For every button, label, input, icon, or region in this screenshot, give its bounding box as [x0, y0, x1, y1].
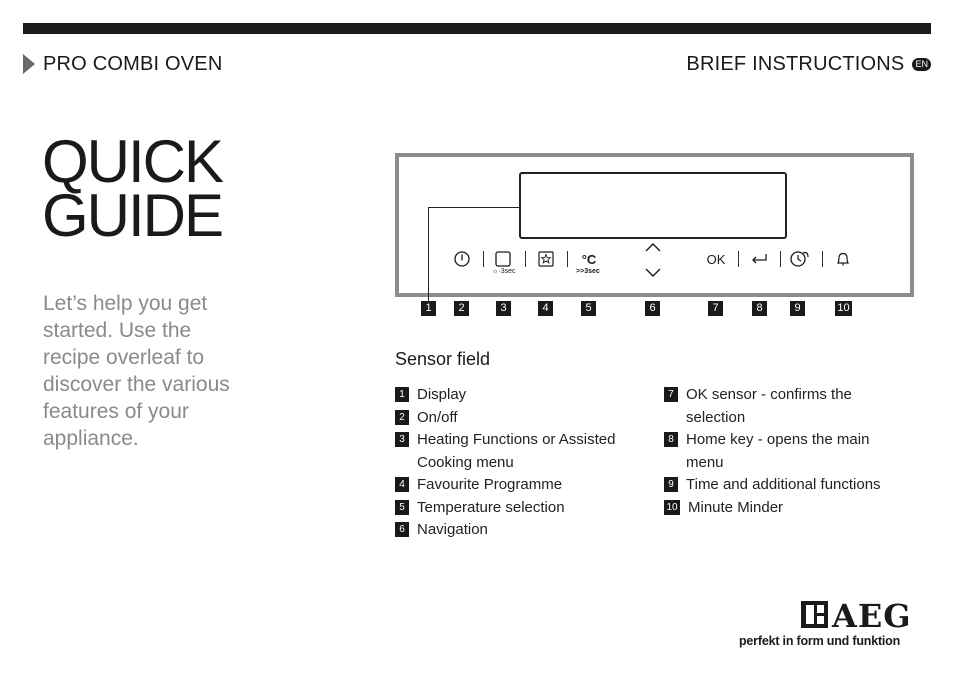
- legend-column-right: [664, 384, 909, 519]
- callout-5: 5: [581, 301, 596, 316]
- legend-item: [395, 429, 650, 474]
- intro-text: Let’s help you get started. Use the recipe overleaf to discover the various features of your appliance.: [43, 292, 230, 450]
- legend-item: [395, 519, 650, 542]
- document-type: BRIEF INSTRUCTIONS: [686, 52, 905, 75]
- bell-icon: [830, 247, 856, 271]
- legend-number: 5: [395, 500, 409, 515]
- return-arrow-icon: [746, 247, 772, 271]
- legend-text: Heating Functions or Assisted Cooking menu: [417, 431, 616, 471]
- callout-1: 1: [421, 301, 436, 316]
- temperature-icon: °C: [581, 251, 597, 267]
- sensor-5-hold-hint: >>3sec: [576, 268, 600, 275]
- callout-9: 9: [790, 301, 805, 316]
- legend-text: On/off: [417, 408, 458, 426]
- legend-item: [664, 384, 909, 429]
- legend-number: 9: [664, 477, 678, 492]
- product-name: PRO COMBI OVEN: [43, 52, 223, 75]
- star-icon: [533, 247, 559, 271]
- top-bar: [23, 23, 931, 34]
- legend-number: 4: [395, 477, 409, 492]
- logo-wordmark: AEG: [832, 600, 912, 635]
- legend-item: [395, 384, 650, 407]
- legend-number: 7: [664, 387, 678, 402]
- title-line-2: GUIDE: [42, 182, 223, 249]
- page-title: [42, 128, 223, 249]
- brand-tagline: perfekt in form und funktion: [739, 634, 901, 648]
- display-leader-line: [428, 207, 519, 208]
- callout-3: 3: [496, 301, 511, 316]
- legend-number: 3: [395, 432, 409, 447]
- clock-icon: [787, 247, 813, 271]
- legend-column-left: [395, 384, 650, 542]
- legend-number: 8: [664, 432, 678, 447]
- separator: [525, 251, 526, 267]
- chevron-up-down-icon: [640, 238, 666, 282]
- legend-text: Time and additional functions: [686, 476, 881, 493]
- callout-6: 6: [645, 301, 660, 316]
- legend-item: [664, 429, 909, 474]
- legend-number: 2: [395, 410, 409, 425]
- separator: [780, 251, 781, 267]
- callout-8: 8: [752, 301, 767, 316]
- legend-item: [395, 497, 650, 520]
- sensor-3-hold-hint: ☼·3sec: [492, 268, 516, 275]
- legend-item: [664, 474, 909, 497]
- callout-10: 10: [835, 301, 852, 316]
- legend-text: Temperature selection: [417, 498, 565, 516]
- legend-text: OK sensor - confirms the selection: [686, 386, 852, 426]
- callout-7: 7: [708, 301, 723, 316]
- separator: [822, 251, 823, 267]
- sensor-field-title: Sensor field: [395, 349, 491, 369]
- legend-number: 6: [395, 522, 409, 537]
- display-screen: [519, 172, 787, 239]
- separator: [567, 251, 568, 267]
- ok-icon: OK: [706, 251, 726, 267]
- legend-item: [395, 474, 650, 497]
- header-right: [686, 52, 931, 76]
- legend-text: Display: [417, 386, 467, 403]
- display-leader-line-vertical: [428, 207, 429, 302]
- legend-text: Navigation: [417, 521, 488, 538]
- legend-item: [395, 407, 650, 430]
- legend-number: 10: [664, 500, 680, 515]
- title-line-1: QUICK: [42, 128, 223, 195]
- language-badge: EN: [912, 58, 931, 71]
- legend-number: 1: [395, 387, 409, 402]
- legend-item: [664, 497, 909, 520]
- legend-text: Home key - opens the main menu: [686, 431, 870, 471]
- legend-text: Minute Minder: [688, 498, 784, 516]
- legend-text: Favourite Programme: [417, 476, 563, 493]
- separator: [483, 251, 484, 267]
- separator: [738, 251, 739, 267]
- header-left: [23, 52, 223, 76]
- power-icon: [449, 247, 475, 271]
- callout-4: 4: [538, 301, 553, 316]
- callout-2: 2: [454, 301, 469, 316]
- play-triangle-icon: [23, 54, 35, 74]
